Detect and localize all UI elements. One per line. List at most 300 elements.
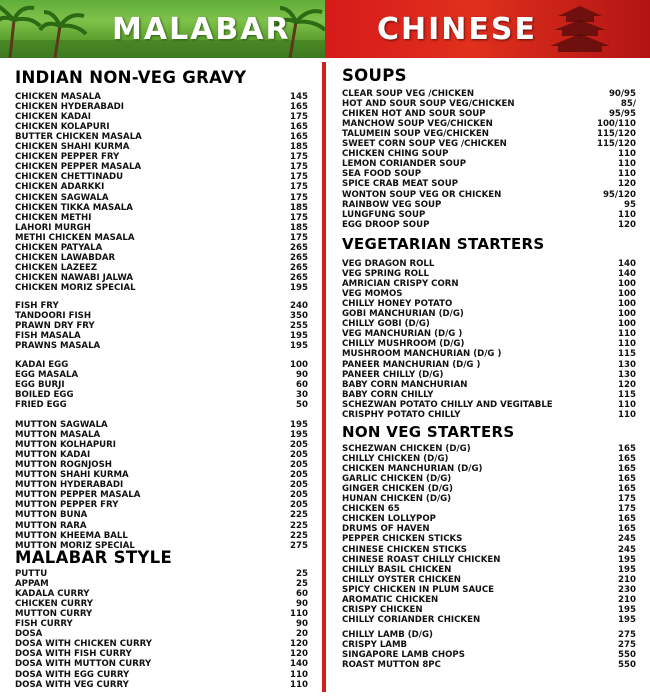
menu-item-name: SPICE CRAB MEAT SOUP bbox=[342, 179, 459, 190]
menu-item-row bbox=[15, 569, 308, 579]
menu-item-row bbox=[342, 299, 636, 309]
menu-item-name: DOSA bbox=[15, 629, 43, 640]
menu-item-name: DOSA WITH VEG CURRY bbox=[15, 679, 129, 690]
menu-item-name: MUTTON HYDERABADI bbox=[15, 480, 124, 491]
menu-item-row bbox=[15, 380, 308, 390]
menu-item-name: CHILLY CHICKEN (D/G) bbox=[342, 454, 449, 465]
menu-item-price: 245 bbox=[618, 534, 636, 545]
menu-item-name: GARLIC CHICKEN (D/G) bbox=[342, 474, 452, 485]
menu-item-price: 95 bbox=[624, 199, 636, 210]
menu-item-price: 245 bbox=[618, 544, 636, 555]
menu-item-row bbox=[15, 531, 308, 541]
menu-item-price: 120 bbox=[290, 649, 308, 660]
menu-item-price: 85/ bbox=[620, 99, 636, 110]
pagoda-image bbox=[550, 2, 610, 52]
banner-chinese bbox=[325, 0, 650, 58]
menu-item-price: 60 bbox=[296, 589, 308, 600]
menu-item-price: 165 bbox=[618, 474, 636, 485]
menu-item-price: 100 bbox=[618, 319, 636, 330]
menu-item-price: 95/120 bbox=[602, 189, 636, 200]
menu-item-name: CHICKEN CURRY bbox=[15, 599, 93, 610]
menu-item-name: PUTTU bbox=[15, 569, 48, 579]
menu-item-price: 120 bbox=[618, 379, 636, 390]
menu-item-row bbox=[15, 680, 308, 690]
menu-item-name: BABY CORN CHILLY bbox=[342, 389, 434, 400]
menu-item-row bbox=[15, 599, 308, 609]
menu-item-price: 110 bbox=[290, 669, 308, 680]
menu-item-name: EGG DROOP SOUP bbox=[342, 219, 430, 230]
section-title: VEGETARIAN STARTERS bbox=[342, 235, 545, 253]
menu-item-row bbox=[342, 329, 636, 339]
menu-item-price: 185 bbox=[290, 142, 308, 153]
menu-item-name: CHILLY BASIL CHICKEN bbox=[342, 564, 452, 575]
menu-item-name: RAINBOW VEG SOUP bbox=[342, 199, 442, 210]
menu-item-name: KADAI EGG bbox=[15, 360, 69, 370]
menu-item-name: CHILLY OYSTER CHICKEN bbox=[342, 574, 462, 585]
menu-item-row bbox=[15, 253, 308, 263]
menu-item-row bbox=[342, 444, 636, 454]
menu-item-price: 115 bbox=[618, 349, 636, 360]
menu-item-name: LEMON CORIANDER SOUP bbox=[342, 159, 467, 170]
banner-malabar bbox=[0, 0, 325, 58]
menu-item-price: 110 bbox=[618, 399, 636, 410]
menu-item-row bbox=[15, 400, 308, 410]
menu-item-name: BOILED EGG bbox=[15, 390, 74, 401]
menu-item-row bbox=[342, 129, 636, 139]
menu-item-row bbox=[342, 139, 636, 149]
menu-item-name: CRISPHY POTATO CHILLY bbox=[342, 409, 461, 420]
menu-item-name: SCHEZWAN CHICKEN (D/G) bbox=[342, 444, 471, 454]
menu-item-price: 210 bbox=[618, 594, 636, 605]
menu-item-price: 95/95 bbox=[608, 109, 636, 120]
menu-item-price: 195 bbox=[290, 282, 308, 293]
menu-item-price: 90 bbox=[296, 370, 308, 381]
menu-item-price: 100 bbox=[618, 309, 636, 320]
menu-item-row bbox=[15, 370, 308, 380]
menu-item-price: 175 bbox=[618, 504, 636, 515]
menu-item-row bbox=[342, 545, 636, 555]
menu-item-row bbox=[342, 210, 636, 220]
menu-item-row bbox=[15, 321, 308, 331]
menu-item-price: 225 bbox=[290, 530, 308, 541]
menu-item-price: 240 bbox=[290, 301, 308, 311]
menu-item-price: 175 bbox=[290, 162, 308, 173]
menu-item-row bbox=[342, 464, 636, 474]
menu-item-name: GOBI MANCHURIAN (D/G) bbox=[342, 309, 464, 320]
menu-item-name: CHICKEN CHING SOUP bbox=[342, 149, 449, 160]
menu-item-name: GINGER CHICKEN (D/G) bbox=[342, 484, 453, 495]
menu-item-name: MUTTON KADAI bbox=[15, 450, 91, 461]
menu-item-price: 165 bbox=[618, 524, 636, 535]
menu-item-row bbox=[342, 309, 636, 319]
menu-item-row bbox=[15, 162, 308, 172]
menu-item-name: CHILLY HONEY POTATO bbox=[342, 299, 453, 310]
menu-item-name: CHICKEN LOLLYPOP bbox=[342, 514, 436, 525]
menu-item-row bbox=[342, 454, 636, 464]
menu-item-price: 195 bbox=[290, 430, 308, 441]
menu-item-name: CHICKEN ADARKKI bbox=[15, 182, 105, 193]
menu-item-row bbox=[15, 510, 308, 520]
menu-item-row bbox=[342, 390, 636, 400]
menu-item-price: 110 bbox=[290, 679, 308, 690]
menu-item-row bbox=[15, 243, 308, 253]
menu-item-row bbox=[342, 149, 636, 159]
menu-item-name: AROMATIC CHICKEN bbox=[342, 594, 439, 605]
menu-item-row bbox=[15, 273, 308, 283]
banner-title-malabar: MALABAR bbox=[112, 12, 291, 47]
menu-item-price: 265 bbox=[290, 272, 308, 283]
menu-item-row bbox=[15, 589, 308, 599]
menu-item-price: 60 bbox=[296, 380, 308, 391]
banner-title-chinese: CHINESE bbox=[377, 12, 537, 47]
menu-item-name: HOT AND SOUR SOUP VEG/CHICKEN bbox=[342, 99, 515, 110]
menu-item-name: MUTTON MASALA bbox=[15, 430, 101, 441]
menu-item-row bbox=[15, 430, 308, 440]
menu-item-price: 350 bbox=[290, 311, 308, 322]
menu-item-price: 165 bbox=[618, 464, 636, 475]
menu-item-row bbox=[15, 203, 308, 213]
section-title: SOUPS bbox=[342, 66, 407, 85]
menu-item-row bbox=[342, 289, 636, 299]
menu-item-name: AMRICIAN CRISPY CORN bbox=[342, 279, 459, 290]
menu-item-price: 230 bbox=[618, 584, 636, 595]
menu-item-row bbox=[342, 524, 636, 534]
menu-item-price: 120 bbox=[290, 639, 308, 650]
menu-item-price: 185 bbox=[290, 202, 308, 213]
menu-item-row bbox=[15, 92, 308, 102]
menu-item-name: FISH FRY bbox=[15, 301, 59, 311]
menu-item-name: CHICKEN 65 bbox=[342, 504, 400, 515]
menu-item-name: CHICKEN SHAHI KURMA bbox=[15, 142, 130, 153]
menu-item-price: 175 bbox=[290, 232, 308, 243]
menu-item-name: FRIED EGG bbox=[15, 400, 67, 411]
menu-item-row bbox=[342, 200, 636, 210]
menu-item-price: 110 bbox=[618, 329, 636, 340]
menu-item-price: 210 bbox=[618, 574, 636, 585]
menu-item-price: 165 bbox=[618, 444, 636, 454]
menu-item-name: DOSA WITH EGG CURRY bbox=[15, 669, 130, 680]
menu-item-price: 195 bbox=[290, 341, 308, 352]
menu-item-row bbox=[342, 640, 636, 650]
menu-item-name: CHICKEN PEPPER MASALA bbox=[15, 162, 142, 173]
menu-item-price: 100 bbox=[290, 360, 308, 370]
menu-item-name: VEG SPRING ROLL bbox=[342, 269, 429, 280]
menu-item-name: PEPPER CHICKEN STICKS bbox=[342, 534, 463, 545]
menu-item-name: CHICKEN NAWABI JALWA bbox=[15, 272, 134, 283]
menu-item-row bbox=[15, 152, 308, 162]
menu-item-row bbox=[342, 179, 636, 189]
menu-item-price: 175 bbox=[290, 212, 308, 223]
menu-item-name: BUTTER CHICKEN MASALA bbox=[15, 132, 142, 143]
menu-item-row bbox=[15, 659, 308, 669]
menu-item-price: 25 bbox=[296, 569, 308, 579]
menu-item-row bbox=[342, 370, 636, 380]
menu-item-name: CHILLY MUSHROOM (D/G) bbox=[342, 339, 465, 350]
menu-item-row bbox=[15, 122, 308, 132]
menu-item-row bbox=[342, 339, 636, 349]
menu-item-row bbox=[15, 341, 308, 351]
menu-item-price: 110 bbox=[618, 339, 636, 350]
menu-item-name: PANEER MANCHURIAN (D/G ) bbox=[342, 359, 481, 370]
menu-item-row bbox=[342, 595, 636, 605]
menu-item-row bbox=[15, 450, 308, 460]
menu-item-row bbox=[342, 585, 636, 595]
menu-item-row bbox=[15, 263, 308, 273]
menu-item-row bbox=[15, 619, 308, 629]
menu-item-price: 140 bbox=[290, 659, 308, 670]
menu-item-row bbox=[15, 102, 308, 112]
menu-item-name: EGG BURJI bbox=[15, 380, 65, 391]
menu-item-price: 205 bbox=[290, 500, 308, 511]
menu-item-name: MUTTON MORIZ SPECIAL bbox=[15, 540, 135, 551]
menu-item-price: 195 bbox=[618, 614, 636, 625]
menu-item-name: CHINESE CHICKEN STICKS bbox=[342, 544, 467, 555]
menu-item-row bbox=[342, 279, 636, 289]
menu-item-row bbox=[15, 360, 308, 370]
menu-item-row bbox=[15, 490, 308, 500]
menu-item-name: FISH MASALA bbox=[15, 331, 81, 342]
menu-item-price: 20 bbox=[296, 629, 308, 640]
column-divider bbox=[322, 62, 326, 692]
section-title: INDIAN NON-VEG GRAVY bbox=[15, 68, 247, 87]
menu-item-price: 205 bbox=[290, 470, 308, 481]
menu-item-price: 175 bbox=[290, 182, 308, 193]
menu-item-name: MUSHROOM MANCHURIAN (D/G ) bbox=[342, 349, 502, 360]
menu-item-name: MUTTON CURRY bbox=[15, 609, 93, 620]
menu-item-price: 100 bbox=[618, 299, 636, 310]
menu-item-price: 550 bbox=[618, 660, 636, 671]
menu-item-row bbox=[15, 521, 308, 531]
menu-item-price: 275 bbox=[618, 640, 636, 651]
menu-item-name: MUTTON PEPPER FRY bbox=[15, 500, 119, 511]
menu-item-name: MUTTON ROGNJOSH bbox=[15, 460, 112, 471]
menu-item-price: 195 bbox=[618, 604, 636, 615]
menu-item-price: 175 bbox=[290, 112, 308, 123]
menu-item-price: 195 bbox=[290, 331, 308, 342]
menu-item-name: SINGAPORE LAMB CHOPS bbox=[342, 650, 465, 661]
menu-item-row bbox=[15, 283, 308, 293]
menu-item-row bbox=[15, 182, 308, 192]
menu-item-row bbox=[15, 579, 308, 589]
menu-item-name: MANCHOW SOUP VEG/CHICKEN bbox=[342, 119, 493, 130]
menu-item-price: 30 bbox=[296, 390, 308, 401]
menu-item-name: BABY CORN MANCHURIAN bbox=[342, 379, 468, 390]
menu-item-name: CHICKEN HYDERABADI bbox=[15, 102, 124, 113]
menu-item-price: 110 bbox=[618, 169, 636, 180]
menu-item-row bbox=[15, 301, 308, 311]
menu-item-row bbox=[342, 89, 636, 99]
menu-item-row bbox=[15, 440, 308, 450]
menu-item-name: DOSA WITH FISH CURRY bbox=[15, 649, 132, 660]
menu-item-name: TANDOORI FISH bbox=[15, 311, 92, 322]
menu-item-row bbox=[342, 109, 636, 119]
menu-item-price: 145 bbox=[290, 92, 308, 102]
menu-item-row bbox=[15, 670, 308, 680]
menu-item-row bbox=[342, 565, 636, 575]
menu-item-price: 550 bbox=[618, 650, 636, 661]
menu-item-price: 165 bbox=[290, 122, 308, 133]
menu-item-row bbox=[15, 420, 308, 430]
menu-item-row bbox=[15, 470, 308, 480]
menu-item-name: CHICKEN LAZEEZ bbox=[15, 262, 98, 273]
menu-item-row bbox=[342, 169, 636, 179]
menu-item-name: MUTTON BUNA bbox=[15, 510, 88, 521]
menu-item-name: CHICKEN TIKKA MASALA bbox=[15, 202, 133, 213]
menu-item-price: 165 bbox=[290, 102, 308, 113]
menu-item-row bbox=[15, 132, 308, 142]
menu-item-name: LUNGFUNG SOUP bbox=[342, 209, 426, 220]
menu-item-row bbox=[15, 142, 308, 152]
menu-item-price: 265 bbox=[290, 262, 308, 273]
menu-item-row bbox=[342, 410, 636, 420]
menu-item-row bbox=[342, 360, 636, 370]
menu-item-price: 115/120 bbox=[596, 139, 636, 150]
menu-item-price: 100 bbox=[618, 289, 636, 300]
menu-item-price: 265 bbox=[290, 252, 308, 263]
menu-item-row bbox=[342, 190, 636, 200]
menu-item-name: PRAWN DRY FRY bbox=[15, 321, 95, 332]
menu-item-row bbox=[15, 213, 308, 223]
menu-item-price: 255 bbox=[290, 321, 308, 332]
menu-item-row bbox=[342, 99, 636, 109]
menu-item-price: 115 bbox=[618, 389, 636, 400]
menu-item-name: VEG MOMOS bbox=[342, 289, 403, 300]
menu-item-row bbox=[15, 172, 308, 182]
menu-item-name: CHICKEN MORIZ SPECIAL bbox=[15, 282, 136, 293]
menu-item-price: 120 bbox=[618, 219, 636, 230]
menu-item-row bbox=[15, 629, 308, 639]
menu-item-row bbox=[342, 380, 636, 390]
menu-item-row bbox=[342, 650, 636, 660]
menu-item-price: 110 bbox=[290, 609, 308, 620]
menu-item-name: PANEER CHILLY (D/G) bbox=[342, 369, 444, 380]
menu-item-name: CHICKEN KADAI bbox=[15, 112, 92, 123]
menu-item-name: CRISPY LAMB bbox=[342, 640, 408, 651]
menu-item-row bbox=[15, 609, 308, 619]
menu-item-row bbox=[342, 534, 636, 544]
menu-item-row bbox=[342, 660, 636, 670]
menu-item-name: CHILLY LAMB (D/G) bbox=[342, 630, 433, 640]
menu-item-price: 175 bbox=[290, 152, 308, 163]
menu-item-row bbox=[15, 331, 308, 341]
menu-item-name: CHICKEN SAGWALA bbox=[15, 192, 109, 203]
menu-item-price: 165 bbox=[618, 484, 636, 495]
menu-item-name: MUTTON SAGWALA bbox=[15, 420, 108, 430]
menu-item-row bbox=[15, 193, 308, 203]
menu-item-row bbox=[342, 349, 636, 359]
menu-item-name: EGG MASALA bbox=[15, 370, 79, 381]
menu-item-name: DRUMS OF HAVEN bbox=[342, 524, 430, 535]
menu-item-price: 185 bbox=[290, 222, 308, 233]
menu-item-name: ROAST MUTTON 8PC bbox=[342, 660, 441, 671]
menu-item-name: CHICKEN MASALA bbox=[15, 92, 101, 102]
menu-item-price: 90 bbox=[296, 599, 308, 610]
menu-item-row bbox=[342, 319, 636, 329]
menu-item-name: CHICKEN PEPPER FRY bbox=[15, 152, 120, 163]
menu-item-price: 175 bbox=[618, 494, 636, 505]
menu-item-name: MUTTON KOLHAPURI bbox=[15, 440, 116, 451]
menu-item-name: MUTTON SHAHI KURMA bbox=[15, 470, 129, 481]
menu-item-name: CHICKEN METHI bbox=[15, 212, 92, 223]
menu-item-name: SWEET CORN SOUP VEG /CHICKEN bbox=[342, 139, 507, 150]
menu-item-name: DOSA WITH MUTTON CURRY bbox=[15, 659, 152, 670]
menu-item-name: CHILLY CORIANDER CHICKEN bbox=[342, 614, 481, 625]
menu-item-row bbox=[342, 259, 636, 269]
menu-item-price: 100 bbox=[618, 279, 636, 290]
menu-item-name: CHICKEN CHETTINADU bbox=[15, 172, 124, 183]
menu-item-price: 205 bbox=[290, 450, 308, 461]
menu-item-row bbox=[342, 615, 636, 625]
menu-item-row bbox=[15, 639, 308, 649]
menu-item-row bbox=[342, 269, 636, 279]
menu-item-price: 110 bbox=[618, 149, 636, 160]
menu-item-price: 165 bbox=[290, 132, 308, 143]
menu-item-name: CHICKEN PATYALA bbox=[15, 242, 103, 253]
menu-item-price: 100/110 bbox=[596, 119, 636, 130]
menu-item-row bbox=[342, 630, 636, 640]
menu-item-row bbox=[342, 575, 636, 585]
menu-item-name: MUTTON PEPPER MASALA bbox=[15, 490, 141, 501]
menu-item-row bbox=[15, 112, 308, 122]
menu-item-name: SPICY CHICKEN IN PLUM SAUCE bbox=[342, 584, 495, 595]
menu-item-price: 195 bbox=[618, 554, 636, 565]
menu-item-row bbox=[342, 400, 636, 410]
menu-item-name: SEA FOOD SOUP bbox=[342, 169, 422, 180]
menu-item-name: APPAM bbox=[15, 579, 49, 590]
menu-item-price: 110 bbox=[618, 209, 636, 220]
menu-item-price: 25 bbox=[296, 579, 308, 590]
menu-item-price: 275 bbox=[618, 630, 636, 640]
menu-item-price: 195 bbox=[618, 564, 636, 575]
menu-item-row bbox=[15, 460, 308, 470]
menu-item-name: SCHEZWAN POTATO CHILLY AND VEGITABLE bbox=[342, 399, 553, 410]
menu-item-price: 225 bbox=[290, 510, 308, 521]
menu-item-row bbox=[342, 220, 636, 230]
menu-item-price: 90/95 bbox=[608, 89, 636, 99]
menu-item-price: 205 bbox=[290, 490, 308, 501]
menu-item-name: MUTTON KHEEMA BALL bbox=[15, 530, 128, 541]
menu-item-name: CHIKEN HOT AND SOUR SOUP bbox=[342, 109, 486, 120]
menu-item-price: 90 bbox=[296, 619, 308, 630]
menu-item-price: 175 bbox=[290, 192, 308, 203]
menu-item-name: CHILLY GOBI (D/G) bbox=[342, 319, 430, 330]
menu-item-row bbox=[15, 223, 308, 233]
menu-item-name: MUTTON RARA bbox=[15, 520, 87, 531]
menu-item-name: KADALA CURRY bbox=[15, 589, 90, 600]
section-title: MALABAR STYLE bbox=[15, 548, 173, 567]
menu-item-row bbox=[342, 484, 636, 494]
menu-item-price: 275 bbox=[290, 540, 308, 551]
menu-item-name: CRISPY CHICKEN bbox=[342, 604, 423, 615]
menu-item-price: 115/120 bbox=[596, 129, 636, 140]
menu-item-row bbox=[15, 500, 308, 510]
menu-item-price: 265 bbox=[290, 242, 308, 253]
menu-item-price: 205 bbox=[290, 440, 308, 451]
menu-item-name: CHICKEN MANCHURIAN (D/G) bbox=[342, 464, 483, 475]
menu-item-price: 110 bbox=[618, 159, 636, 170]
menu-item-row bbox=[342, 474, 636, 484]
menu-item-price: 130 bbox=[618, 359, 636, 370]
menu-item-row bbox=[342, 494, 636, 504]
menu-item-name: DOSA WITH CHICKEN CURRY bbox=[15, 639, 152, 650]
menu-item-price: 225 bbox=[290, 520, 308, 531]
menu-item-price: 110 bbox=[618, 409, 636, 420]
menu-item-price: 50 bbox=[296, 400, 308, 411]
menu-item-name: CHICKEN LAWABDAR bbox=[15, 252, 116, 263]
menu-item-row bbox=[15, 480, 308, 490]
menu-item-name: CHINESE ROAST CHILLY CHICKEN bbox=[342, 554, 501, 565]
menu-item-price: 165 bbox=[618, 454, 636, 465]
